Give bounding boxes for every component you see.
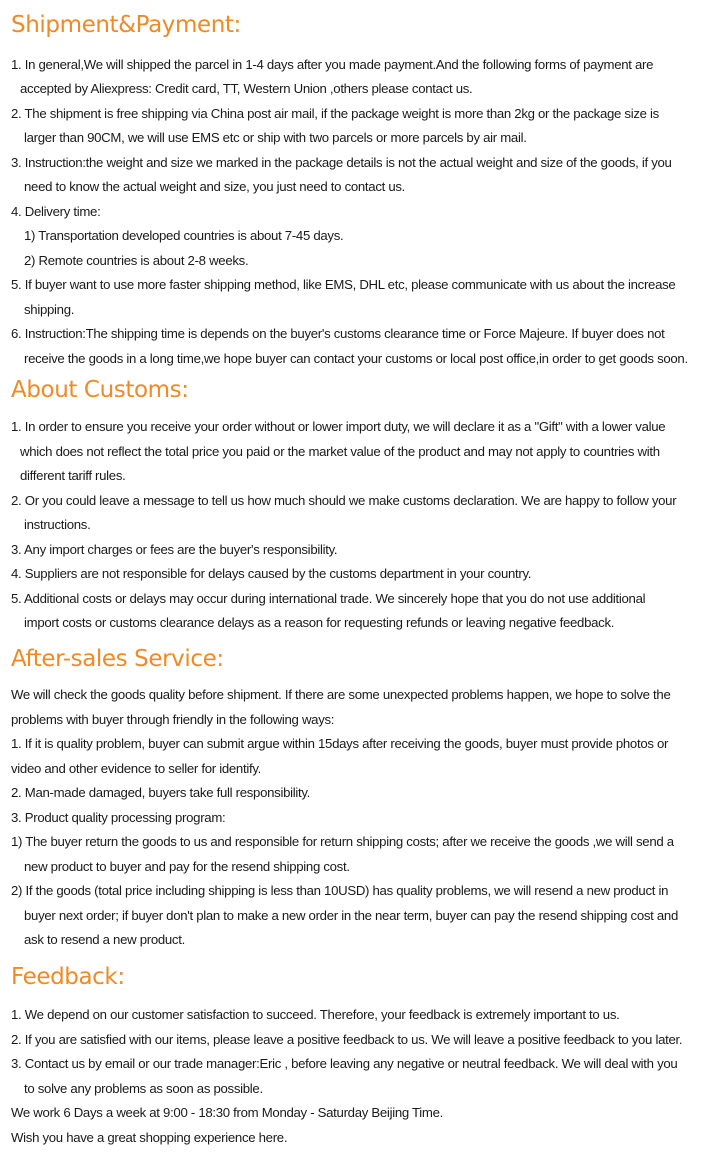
customs-line: 2. Or you could leave a message to tell us how much should we make customs declaration. We are happy to follow your (11, 493, 677, 508)
feedback-line: 3. Contact us by email or our trade manager:Eric , before leaving any negative or neutral feedback. We will deal with you (11, 1056, 678, 1071)
shipment-line: accepted by Aliexpress: Credit card, TT, Western Union ,others please contact us. (20, 81, 473, 96)
feedback-line: Wish you have a great shopping experience here. (11, 1130, 288, 1145)
about-customs-heading: About Customs: (11, 377, 189, 403)
customs-line: 5. Additional costs or delays may occur during international trade. We sincerely hope that you do not use additional (11, 591, 646, 606)
shipment-line: 2. The shipment is free shipping via China post air mail, if the package weight is more than 2kg or the package size is (11, 106, 659, 121)
customs-line: 4. Suppliers are not responsible for delays caused by the customs department in your country. (11, 566, 532, 581)
feedback-line: to solve any problems as soon as possible. (24, 1081, 263, 1096)
shipment-line: 6. Instruction:The shipping time is depends on the buyer's customs clearance time or Force Majeure. If buyer does not (11, 326, 665, 341)
customs-line: 3. Any import charges or fees are the buyer's responsibility. (11, 542, 338, 557)
shipment-line: shipping. (24, 302, 75, 317)
after-sales-line: 2. Man-made damaged, buyers take full responsibility. (11, 785, 311, 800)
shipment-line: 5. If buyer want to use more faster shipping method, like EMS, DHL etc, please communicate with us about the increase (11, 277, 676, 292)
shipment-line: 1) Transportation developed countries is about 7-45 days. (24, 228, 344, 243)
customs-line: which does not reflect the total price you paid or the market value of the product and may not apply to countries with (20, 444, 660, 459)
after-sales-line: 1. If it is quality problem, buyer can submit argue within 15days after receiving the goods, buyer must provide photos or (11, 736, 669, 751)
feedback-line: 1. We depend on our customer satisfaction to succeed. Therefore, your feedback is extremely important to us. (11, 1007, 620, 1022)
after-sales-line: new product to buyer and pay for the resend shipping cost. (24, 859, 350, 874)
feedback-line: 2. If you are satisfied with our items, please leave a positive feedback to us. We will leave a positive feedback to you later. (11, 1032, 683, 1047)
feedback-line: We work 6 Days a week at 9:00 - 18:30 from Monday - Saturday Beijing Time. (11, 1105, 443, 1120)
after-sales-line: 2) If the goods (total price including shipping is less than 10USD) has quality problems, we will resend a new product in (11, 883, 669, 898)
after-sales-line: ask to resend a new product. (24, 932, 185, 947)
customs-line: 1. In order to ensure you receive your order without or lower import duty, we will declare it as a "Gift" with a lower value (11, 419, 666, 434)
shipment-line: receive the goods in a long time,we hope buyer can contact your customs or local post office,in order to get goods soon. (24, 351, 688, 366)
shipment-line: larger than 90CM, we will use EMS etc or ship with two parcels or more parcels by air mail. (24, 130, 527, 145)
shipment-line: need to know the actual weight and size, you just need to contact us. (24, 179, 406, 194)
shipment-line: 4. Delivery time: (11, 204, 101, 219)
shipment-payment-heading: Shipment&Payment: (11, 12, 241, 38)
after-sales-line: buyer next order; if buyer don't plan to make a new order in the near term, buyer can pay the resend shipping cost and (24, 908, 679, 923)
after-sales-heading: After-sales Service: (11, 646, 224, 672)
shipment-line: 1. In general,We will shipped the parcel in 1-4 days after you made payment.And the following forms of payment are (11, 57, 654, 72)
after-sales-line: We will check the goods quality before shipment. If there are some unexpected problems happen, we hope to solve the (11, 687, 671, 702)
customs-line: instructions. (24, 517, 91, 532)
after-sales-line: 3. Product quality processing program: (11, 810, 226, 825)
shipment-line: 2) Remote countries is about 2-8 weeks. (24, 253, 249, 268)
feedback-heading: Feedback: (11, 964, 125, 990)
after-sales-line: video and other evidence to seller for identify. (11, 761, 261, 776)
after-sales-line: 1) The buyer return the goods to us and responsible for return shipping costs; after we receive the goods ,we will send a (11, 834, 674, 849)
customs-line: different tariff rules. (20, 468, 126, 483)
customs-line: import costs or customs clearance delays as a reason for requesting refunds or leaving negative feedback. (24, 615, 615, 630)
after-sales-line: problems with buyer through friendly in the following ways: (11, 712, 335, 727)
shipment-line: 3. Instruction:the weight and size we marked in the package details is not the actual weight and size of the goods, if you (11, 155, 672, 170)
